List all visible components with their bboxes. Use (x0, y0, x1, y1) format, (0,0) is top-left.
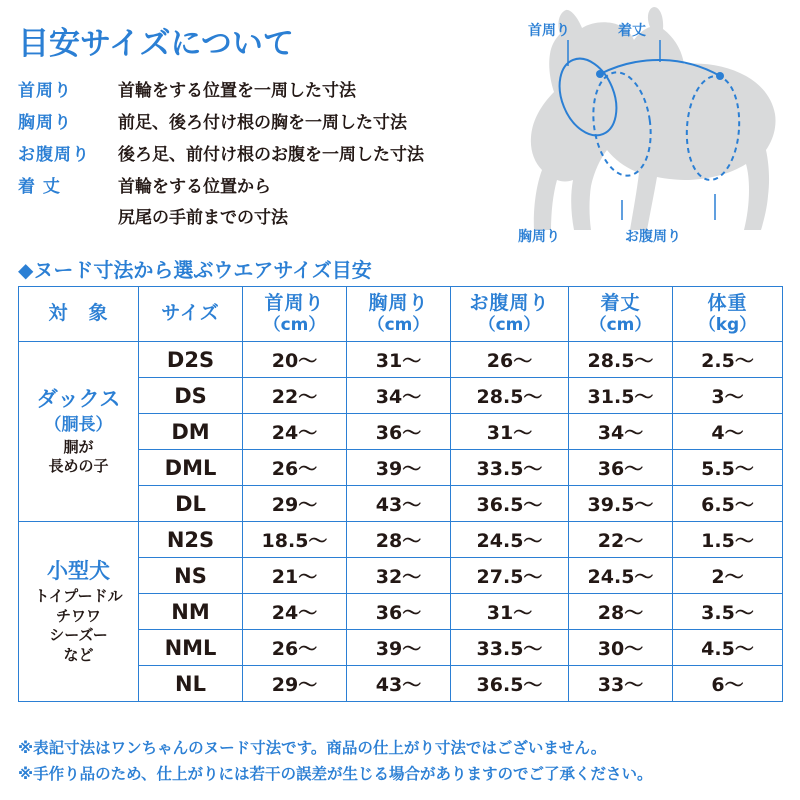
column-header-label: お腹周り (469, 291, 550, 314)
size-chart-table (18, 286, 783, 702)
definition-term: お腹周り (18, 145, 90, 165)
column-header-belly (451, 287, 569, 342)
value-neck: 21〜 (243, 558, 347, 594)
value-belly: 28.5〜 (451, 378, 569, 414)
column-header-unit: （cm） (589, 315, 652, 336)
table-header-row (19, 287, 783, 342)
column-header-unit: （cm） (367, 315, 430, 336)
group-note: トイプードル チワワ シーズー など (34, 587, 123, 664)
value-neck: 22〜 (243, 378, 347, 414)
notes-section (18, 736, 788, 787)
value-chest: 32〜 (347, 558, 451, 594)
column-header-unit: （kg） (698, 315, 757, 336)
definition-description-group (118, 172, 288, 228)
value-length: 31.5〜 (569, 378, 673, 414)
definition-row (18, 76, 488, 101)
value-neck: 29〜 (243, 486, 347, 522)
value-weight: 5.5〜 (673, 450, 783, 486)
illustration-label-neck: 首周り (528, 23, 570, 39)
value-length: 39.5〜 (569, 486, 673, 522)
value-neck: 29〜 (243, 666, 347, 702)
value-weight: 4.5〜 (673, 630, 783, 666)
size-name: D2S (139, 342, 243, 378)
value-length: 36〜 (569, 450, 673, 486)
size-name: DML (139, 450, 243, 486)
value-length: 22〜 (569, 522, 673, 558)
definition-row (18, 140, 488, 165)
table-header (19, 287, 783, 342)
table-body (19, 342, 783, 702)
column-header-neck (243, 287, 347, 342)
value-belly: 33.5〜 (451, 630, 569, 666)
definition-description-line2: 尻尾の手前までの寸法 (118, 208, 288, 228)
definition-term: 着 丈 (18, 177, 61, 197)
value-length: 30〜 (569, 630, 673, 666)
section-title: ◆ヌード寸法から選ぶウエアサイズ目安 (18, 258, 372, 282)
size-name: NS (139, 558, 243, 594)
value-chest: 39〜 (347, 630, 451, 666)
value-chest: 36〜 (347, 414, 451, 450)
value-weight: 2.5〜 (673, 342, 783, 378)
value-belly: 31〜 (451, 594, 569, 630)
definition-row (18, 172, 488, 228)
column-header-target (19, 287, 139, 342)
group-cell-small-dog (19, 522, 139, 702)
column-header-label: 対 象 (48, 302, 109, 325)
group-note: 胴が 長めの子 (48, 437, 109, 476)
value-weight: 4〜 (673, 414, 783, 450)
value-chest: 28〜 (347, 522, 451, 558)
column-header-length (569, 287, 673, 342)
value-chest: 43〜 (347, 486, 451, 522)
value-belly: 24.5〜 (451, 522, 569, 558)
definition-description: 後ろ足、前付け根のお腹を一周した寸法 (118, 145, 424, 165)
column-header-unit: （cm） (263, 315, 326, 336)
value-belly: 36.5〜 (451, 666, 569, 702)
value-belly: 33.5〜 (451, 450, 569, 486)
column-header-label: 着丈 (600, 291, 641, 314)
size-name: NM (139, 594, 243, 630)
value-length: 34〜 (569, 414, 673, 450)
definition-description: 首輪をする位置を一周した寸法 (118, 81, 356, 101)
size-name: DM (139, 414, 243, 450)
size-name: DS (139, 378, 243, 414)
value-length: 28〜 (569, 594, 673, 630)
value-neck: 24〜 (243, 594, 347, 630)
table-row (19, 522, 783, 558)
value-chest: 36〜 (347, 594, 451, 630)
definition-row (18, 108, 488, 133)
value-neck: 20〜 (243, 342, 347, 378)
value-chest: 39〜 (347, 450, 451, 486)
size-name: DL (139, 486, 243, 522)
group-subtitle: （胴長） (44, 414, 113, 435)
size-name: N2S (139, 522, 243, 558)
definition-description: 首輪をする位置から (118, 177, 271, 197)
definition-term: 首周り (18, 81, 72, 101)
value-neck: 26〜 (243, 450, 347, 486)
value-chest: 43〜 (347, 666, 451, 702)
value-belly: 27.5〜 (451, 558, 569, 594)
column-header-chest (347, 287, 451, 342)
value-chest: 34〜 (347, 378, 451, 414)
value-weight: 1.5〜 (673, 522, 783, 558)
group-name: 小型犬 (47, 558, 110, 583)
illustration-label-belly: お腹周り (625, 229, 681, 245)
value-belly: 26〜 (451, 342, 569, 378)
definition-term: 胸周り (18, 113, 72, 133)
definition-list (18, 76, 488, 235)
group-cell-dachshund (19, 342, 139, 522)
value-chest: 31〜 (347, 342, 451, 378)
note-line: ※手作り品のため、仕上がりには若干の誤差が生じる場合がありますのでご了承ください。 (18, 764, 653, 783)
illustration-label-length: 着丈 (618, 23, 646, 39)
dog-measurement-illustration (470, 4, 795, 252)
column-header-label: 胸周り (368, 291, 429, 314)
column-header-label: 体重 (707, 291, 748, 314)
value-length: 24.5〜 (569, 558, 673, 594)
page-title: 目安サイズについて (18, 26, 294, 62)
value-weight: 6.5〜 (673, 486, 783, 522)
value-neck: 26〜 (243, 630, 347, 666)
value-belly: 31〜 (451, 414, 569, 450)
value-length: 33〜 (569, 666, 673, 702)
column-header-size (139, 287, 243, 342)
value-neck: 24〜 (243, 414, 347, 450)
column-header-unit: （cm） (478, 315, 541, 336)
table-row (19, 342, 783, 378)
value-length: 28.5〜 (569, 342, 673, 378)
value-weight: 2〜 (673, 558, 783, 594)
column-header-weight (673, 287, 783, 342)
dog-figure-svg (470, 4, 795, 252)
group-name: ダックス (36, 387, 121, 412)
column-header-label: サイズ (161, 302, 220, 325)
column-header-label: 首周り (264, 291, 325, 314)
illustration-label-chest: 胸周り (518, 229, 560, 245)
value-belly: 36.5〜 (451, 486, 569, 522)
value-neck: 18.5〜 (243, 522, 347, 558)
size-name: NML (139, 630, 243, 666)
value-weight: 3.5〜 (673, 594, 783, 630)
value-weight: 6〜 (673, 666, 783, 702)
definition-description: 前足、後ろ付け根の胸を一周した寸法 (118, 113, 407, 133)
size-name: NL (139, 666, 243, 702)
value-weight: 3〜 (673, 378, 783, 414)
note-line: ※表記寸法はワンちゃんのヌード寸法です。商品の仕上がり寸法ではございません。 (18, 739, 607, 757)
